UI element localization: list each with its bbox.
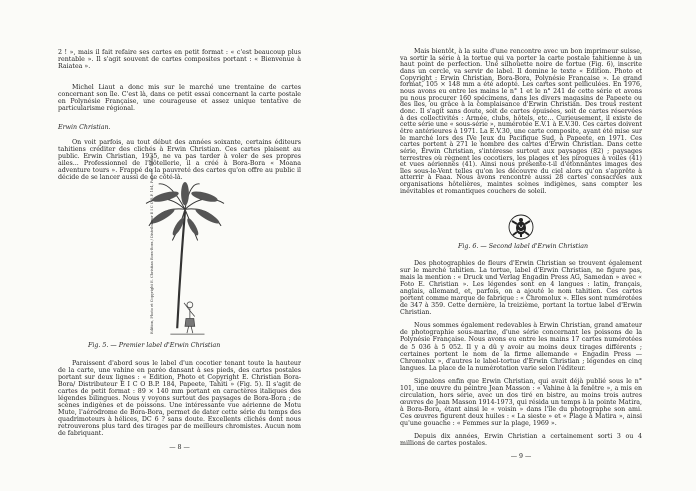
right-page-lower-text: [400, 260, 642, 460]
figure-caption: Fig. 6. — Second label d'Erwin Christian: [458, 243, 589, 250]
paragraph: 2 ! », mais il fait refaire ses cartes en petit format : « c'est beaucoup plus rentable ». Il s'agit souvent de cartes composites portant : « Bienvenue à Raiatea ».: [58, 49, 301, 71]
left-page-lower-text: [58, 360, 301, 451]
paragraph: Signalons enfin que Erwin Christian, qui avait déjà publié sous le n° 101, une œuvre du peintre Jean Masson : « Vahine à la fenêtre », a mis en circulation, hors série, avec un dos tiré en bistre, au moins trois autres œuvres de Jean Masson 1914-1973, qui résida un temps à la pointe Matira, à Bora-Bora, étant ainsi le « voisin » dans l'île du photographe son ami. Ces œuvres figurent deux huiles : « La sieste » et « Plage à Matira », ainsi qu'une gouache : « Femmes sur la plage, 1969 ».: [400, 377, 642, 427]
paragraph: Mais bientôt, à la suite d'une rencontre avec un bon imprimeur suisse, va sortir la série à la tortue qui va porter la carte postale tahitienne à un haut point de perfection. Une silhouette noire de tortue (Fig. 6), inscrite dans un cercle, va servir de label. Il domine le texte « Edition. Photo et Copyright : Erwin Christian, Bora-Bora, Polynésie Française ». Le grand format, 105 × 148 mm a été adopté. Les cartes sont pelliculées. En 1976, nous avons eu entre les mains le n° 1 et le n° 241 de cette série et avons pu nous procurer 160 spécimens, dans les divers magasins de Papeete ou des îles, ou grâce à la complaisance d'Erwin Christian. Des trous restent donc. Il s'agit sans doute, soit de cartes épuisées, soit de cartes réservées à des collectivités : Armée, clubs, hôtels, etc... Curieusement, il existe de cette série une « sous-série », numérotée E.V.1 à E.V.30. Ces cartes doivent être antérieures à 1971. La E.V.30, une carte composite, ayant été mise sur le marché lors des IVe Jeux du Pacifique Sud, à Papeete, en 1971. Ces cartes portent à 271 le nombre des cartes d'Erwin Christian. Dans cette série, Erwin Christian, s'intéresse surtout aux paysages (82) ; paysages terrestres où règnent les cocotiers, les plages et les pirogues à voiles (41) et vues aériennes (41). Ainsi nous présente-t-il d'étonnantes images des îles sous-le-Vent telles qu'on les découvre du ciel alors qu'on s'apprête à atterrir à Faaa. Nous avons rencontré aussi 28 cartes consacrées aux organisations hôtelières, maintes scènes indigènes, sans compter les inévitables et romantiques couchers de soleil.: [400, 48, 642, 195]
figure-caption: Fig. 5. — Premier label d'Erwin Christian: [88, 342, 221, 349]
turtle-label-figure: [508, 214, 534, 240]
page-number: — 8 —: [169, 443, 190, 451]
paragraph: Des photographies de fleurs d'Erwin Christian se trouvent également sur le marché tahitien. La tortue, label d'Erwin Christian, ne figure pas, mais la mention : « Druck und Verlag Engadin Press AG, Samedan » avec « Foto E. Christian ». Les légendes sont en 4 langues : latin, français, anglais, allemand, et, parfois, on a ajouté le nom tahitien. Ces cartes portent comme marque de fabrique : « Chromolux ». Elles sont numérotées de 347 à 359. Cette dernière, la treizième, portant la tortue label d'Erwin Christian.: [400, 260, 642, 317]
paragraph: Depuis dix années, Erwin Christian a certainement sorti 3 ou 4 millions de cartes postales.: [400, 433, 642, 448]
turtle-icon: [508, 214, 534, 240]
paragraph: Michel Liaut a donc mis sur le marché une trentaine de cartes concernant son île. C'est là, dans ce petit essai concernant la carte postale en Polynésie Française, une courageuse et assez unique tentative de particularisme régional.: [58, 84, 301, 113]
palm-label-text: Edition, Photo et Copyright E. Christian Bora-Bora / Distributeur E I C O B.P. 184, Papeete, Tahiti.: [150, 154, 154, 334]
section-heading: Erwin Christian.: [58, 124, 111, 131]
paragraph: Paraissent d'abord sous le label d'un cocotier tenant toute la hauteur de la carte, une vahine en paréo dansant à ses pieds, des cartes postales portant sur deux lignes : « Edition, Photo et Copyright E. Christian Bora-Bora/ Distributeur E I C O B.P. 184, Papeete, Tahiti » (Fig. 5). Il s'agit de cartes de petit format : 89 × 140 mm portant en caractères italiques des légendes bilingues. Nous y voyons surtout des paysages de Bora-Bora ; de scènes indigènes et de poissons. Une intéressante vue aérienne de Motu Mute, l'aérodrome de Bora-Bora, permet de dater cette série du temps des quadrimoteurs à hélices, DC 6 ? sans doute. Excellents clichés dont nous retrouverons plus tard des tirages par de meilleurs chromistes. Aucun nom de fabriquant.: [58, 360, 301, 438]
paragraph: On voit parfois, au tout début des années soixante, certains éditeurs tahitiens créditer des clichés à Erwin Christian. Ces cartes plaisent au public. Erwin Christian, 1935, ne va pas tarder à voler de ses propres ailes... Professionnel de l'hôtellerie, il a créé à Bora-Bora « Moana adventure tours ». Frappé de la pauvreté des cartes qu'on offre au public il décide de se lancer aussi de ce côté-là.: [58, 139, 301, 182]
paragraph: Nous sommes également redevables à Erwin Christian, grand amateur de photographie sous-marine, d'une série concernant les poissons de la Polynésie Française. Nous avons eu entre les mains 17 cartes numérotées de 5 036 à 5 052. Il y a dû y avoir au moins deux tirages différents ; certaines portent le nom de la firme allemande « Engadin Press — Chromolux », d'autres le label-tortue d'Erwin Christian ; légendes en cinq langues. La place de la numérotation varie selon l'éditeur.: [400, 322, 642, 372]
page-number: — 9 —: [510, 453, 532, 461]
